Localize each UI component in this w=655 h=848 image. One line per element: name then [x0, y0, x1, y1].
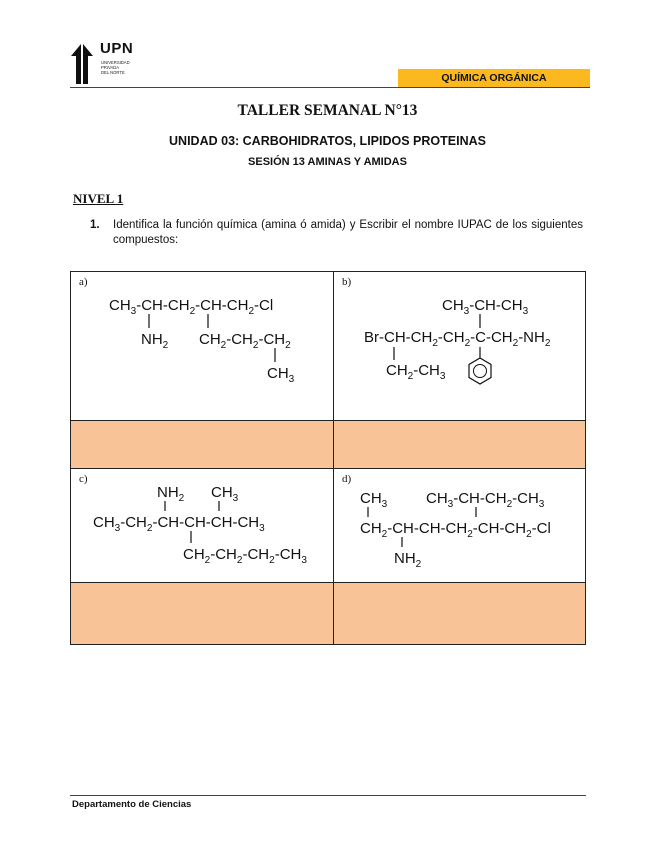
- main-chain: $CH_3-CH_2-CH-CH-CH-CH_3$: [93, 514, 265, 534]
- benzene-ring-icon: [469, 358, 491, 384]
- compound-label: d): [342, 473, 352, 485]
- session-heading: SESIÓN 13 AMINAS Y AMIDAS: [248, 156, 407, 168]
- logo-subtext: UNIVERSIDAD PRIVADA DEL NORTE: [101, 60, 130, 75]
- structure-b: [334, 272, 587, 422]
- main-chain: $CH_2-CH-CH-CH_2-CH-CH_2-Cl$: [360, 520, 551, 540]
- question-number: 1.: [90, 219, 100, 231]
- answer-cell-a[interactable]: [70, 420, 334, 469]
- compound-label: a): [79, 276, 88, 288]
- isopropyl-branch: $CH_3-CH-CH_3$: [442, 297, 529, 317]
- methyl-branch: $CH_3$: [211, 484, 239, 504]
- upn-arrow-icon: [68, 42, 102, 84]
- ethyl-branch: $CH_2-CH_3$: [386, 362, 446, 382]
- main-chain: $Br-CH-CH_2-CH_2-C-CH_2-NH_2$: [364, 329, 551, 349]
- methyl-branch: $CH_3$: [360, 490, 388, 510]
- unit-heading: UNIDAD 03: CARBOHIDRATOS, LIPIDOS PROTEINAS: [169, 134, 486, 148]
- structure-c: [71, 469, 335, 584]
- compound-cell-d: [333, 468, 586, 583]
- question-text: Identifica la función química (amina ó amida) y Escribir el nombre IUPAC de los siguientes compuestos:: [113, 219, 583, 246]
- level-heading: NIVEL 1: [73, 191, 124, 206]
- sec-butyl-branch: $CH_3-CH-CH_2-CH_3$: [426, 490, 545, 510]
- compound-cell-b: [333, 271, 586, 421]
- compound-cell-c: [70, 468, 334, 583]
- amino-group: $NH_2$: [141, 331, 169, 351]
- amino-group: $NH_2$: [157, 484, 185, 504]
- compound-label: b): [342, 276, 352, 288]
- page-title: TALLER SEMANAL N°13: [237, 102, 418, 119]
- main-chain: $CH_3-CH-CH_2-CH-CH_2-Cl$: [109, 297, 274, 317]
- amino-group: $NH_2$: [394, 550, 422, 570]
- propyl-branch: $CH_2-CH_2-CH_2$: [199, 331, 291, 351]
- methyl-end: $CH_3$: [267, 365, 295, 385]
- header-divider: [70, 87, 590, 88]
- course-banner: [398, 69, 590, 87]
- footer-divider: [70, 795, 586, 796]
- answer-cell-d[interactable]: [333, 582, 586, 645]
- compound-table: [70, 271, 586, 645]
- compound-cell-a: [70, 271, 334, 421]
- answer-cell-c[interactable]: [70, 582, 334, 645]
- footer-text: Departamento de Ciencias: [72, 799, 192, 810]
- structure-a: [71, 272, 335, 422]
- course-label: QUÍMICA ORGÁNICA: [441, 72, 547, 84]
- upn-logo: [68, 40, 148, 86]
- answer-cell-b[interactable]: [333, 420, 586, 469]
- structure-d: [334, 469, 587, 584]
- compound-label: c): [79, 473, 88, 485]
- logo-text: UPN: [100, 40, 134, 57]
- butyl-branch: $CH_2-CH_2-CH_2-CH_3$: [183, 546, 307, 566]
